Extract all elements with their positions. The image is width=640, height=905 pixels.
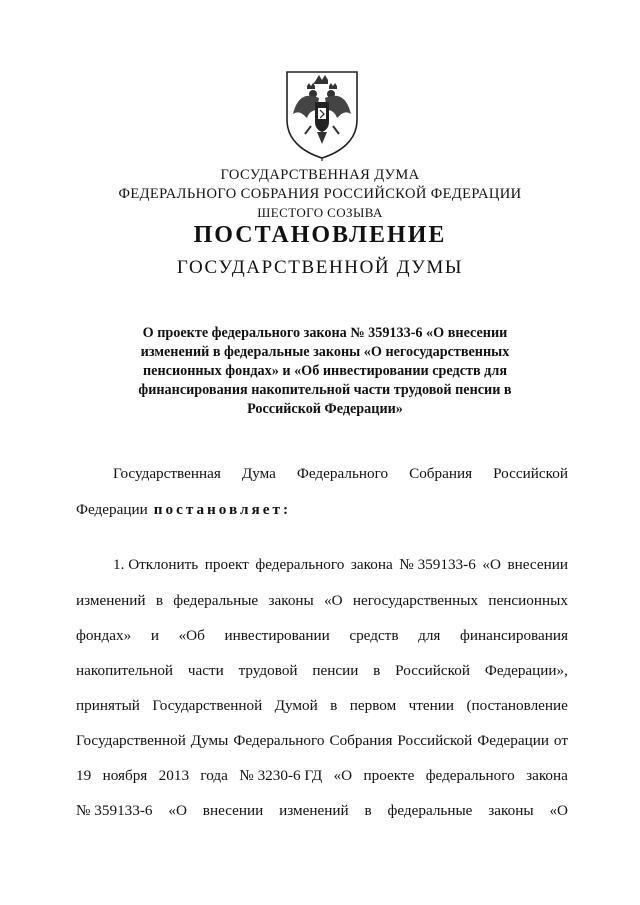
word: в bbox=[155, 592, 163, 609]
word: «О bbox=[333, 767, 353, 784]
word: закона bbox=[350, 556, 393, 573]
resolution-subject bbox=[110, 324, 540, 419]
org-line-1: ГОСУДАРСТВЕННАЯ ДУМА bbox=[220, 167, 420, 183]
word: накопительной bbox=[76, 662, 174, 679]
word: фондах» bbox=[76, 627, 132, 644]
paragraph-line bbox=[76, 661, 568, 681]
word: и bbox=[150, 627, 159, 644]
word: федерального bbox=[255, 556, 345, 573]
word: законы bbox=[488, 802, 534, 819]
document-subtype-title: ГОСУДАРСТВЕННОЙ ДУМЫ bbox=[176, 257, 464, 278]
word: «О bbox=[168, 802, 187, 819]
paragraph-line bbox=[76, 591, 568, 611]
paragraph-line bbox=[76, 801, 568, 821]
word: в bbox=[330, 697, 338, 714]
word: № 359133-6 bbox=[399, 556, 476, 573]
word: федеральные bbox=[173, 592, 259, 609]
paragraph-line bbox=[113, 555, 568, 575]
word: Федерации bbox=[477, 732, 549, 749]
word: «О bbox=[482, 556, 501, 573]
word: финансирования bbox=[460, 627, 568, 644]
word: Собрания bbox=[409, 465, 473, 482]
word: года bbox=[200, 767, 228, 784]
word: трудовой bbox=[238, 662, 298, 679]
preamble-line-2 bbox=[76, 500, 568, 520]
word: федерального bbox=[425, 767, 515, 784]
word: закона bbox=[526, 767, 568, 784]
word: законы bbox=[268, 592, 314, 609]
word: части bbox=[187, 662, 224, 679]
word: проект bbox=[204, 556, 249, 573]
subject-line: О проекте федерального закона № 359133-6 «О внесении bbox=[142, 325, 508, 341]
coat-of-arms-emblem bbox=[283, 68, 361, 162]
word: Думой bbox=[274, 697, 318, 714]
word: Российской bbox=[397, 732, 473, 749]
word: пенсионных bbox=[488, 592, 568, 609]
word: № 359133-6 bbox=[76, 802, 153, 819]
word: Федерального bbox=[233, 732, 325, 749]
paragraph-line bbox=[76, 626, 568, 646]
paragraph-line bbox=[76, 731, 568, 751]
convocation-line: ШЕСТОГО СОЗЫВА bbox=[257, 205, 383, 220]
word: изменений bbox=[76, 592, 146, 609]
subject-line: пенсионных фондах» и «Об инвестировании средств для bbox=[143, 363, 507, 379]
word: (постановление bbox=[466, 697, 568, 714]
word: средств bbox=[349, 627, 399, 644]
word: Государственной bbox=[76, 732, 186, 749]
subject-line: изменений в федеральные законы «О негосударственных bbox=[140, 344, 510, 360]
word: Федерального bbox=[296, 465, 389, 482]
word: Думы bbox=[190, 732, 229, 749]
word: Российской bbox=[493, 465, 568, 482]
word: Государственной bbox=[152, 697, 263, 714]
word: ноября bbox=[102, 767, 148, 784]
word: Российской bbox=[395, 662, 471, 679]
word: пенсии bbox=[312, 662, 359, 679]
word: инвестировании bbox=[224, 627, 330, 644]
word: «О bbox=[324, 592, 343, 609]
paragraph-line bbox=[76, 766, 568, 786]
word: изменений bbox=[279, 802, 349, 819]
word: Собрания bbox=[329, 732, 393, 749]
word: первом bbox=[349, 697, 397, 714]
subject-line: Российской Федерации» bbox=[247, 401, 403, 417]
word: чтении bbox=[408, 697, 455, 714]
word: № 3230-6 ГД bbox=[239, 767, 323, 784]
word: федеральные bbox=[387, 802, 473, 819]
paragraph-line bbox=[76, 696, 568, 716]
word: 19 bbox=[76, 767, 92, 784]
word: в bbox=[364, 802, 372, 819]
resolves-keyword: постановляет: bbox=[153, 501, 292, 518]
word: 2013 bbox=[158, 767, 190, 784]
word: для bbox=[418, 627, 441, 644]
word: «О bbox=[549, 802, 568, 819]
document-type-title: ПОСТАНОВЛЕНИЕ bbox=[193, 222, 447, 248]
word: в bbox=[373, 662, 381, 679]
word: негосударственных bbox=[352, 592, 479, 609]
word: внесении bbox=[507, 556, 568, 573]
word: «Об bbox=[178, 627, 205, 644]
word: Государственная bbox=[113, 465, 221, 482]
word: Федерации», bbox=[484, 662, 568, 679]
word: проекте bbox=[363, 767, 415, 784]
word: 1. Отклонить bbox=[113, 556, 199, 573]
word: от bbox=[553, 732, 568, 749]
preamble-line-1 bbox=[113, 464, 568, 484]
org-line-2: ФЕДЕРАЛЬНОГО СОБРАНИЯ РОССИЙСКОЙ ФЕДЕРАЦИИ bbox=[118, 186, 522, 202]
word: внесении bbox=[202, 802, 264, 819]
subject-line: финансирования накопительной части трудовой пенсии в bbox=[138, 382, 512, 398]
word: принятый bbox=[76, 697, 140, 714]
preamble-start: Федерации bbox=[76, 501, 148, 518]
word: Дума bbox=[241, 465, 276, 482]
